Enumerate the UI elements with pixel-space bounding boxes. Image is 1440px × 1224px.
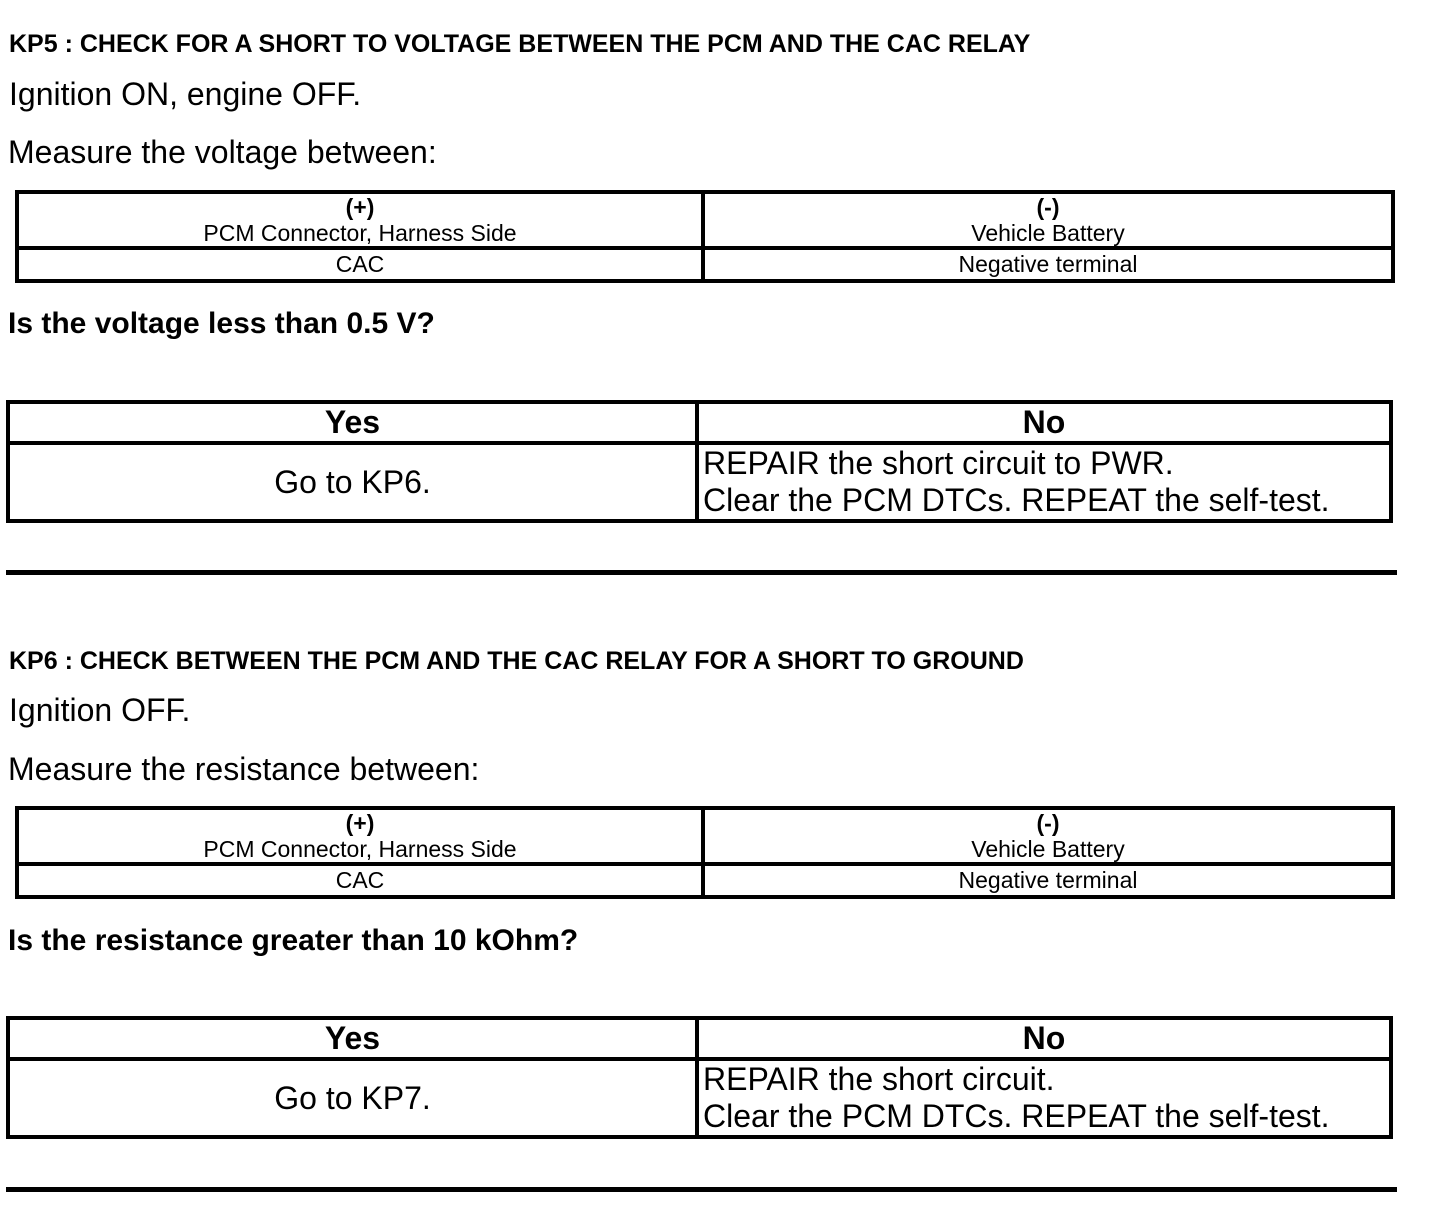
measurement-table [15,190,1395,283]
no-action [697,1059,1391,1137]
negative-lead-label: Vehicle Battery [971,220,1125,246]
condition-text: Ignition OFF. [9,692,191,728]
section-divider [6,1187,1397,1192]
question-text: Is the voltage less than 0.5 V? [8,307,435,340]
positive-lead-label: PCM Connector, Harness Side [203,836,517,862]
no-header: No [697,1018,1391,1059]
section-divider [6,570,1397,575]
instruction-text: Measure the resistance between: [8,751,480,787]
yes-action: Go to KP7. [8,1059,697,1137]
condition-text: Ignition ON, engine OFF. [9,76,362,112]
result-table [6,1016,1393,1139]
negative-lead-label: Vehicle Battery [971,836,1125,862]
yes-header: Yes [8,1018,697,1059]
negative-lead-value: Negative terminal [703,864,1393,897]
negative-lead-header [703,808,1393,864]
positive-lead-label: PCM Connector, Harness Side [203,220,517,246]
negative-lead-header [703,192,1393,248]
negative-symbol: (-) [1036,810,1060,836]
instruction-text: Measure the voltage between: [8,134,437,170]
no-action-line: Clear the PCM DTCs. REPEAT the self-test. [703,1098,1330,1134]
positive-lead-value: CAC [17,248,703,281]
measurement-table [15,806,1395,899]
no-action-line: REPAIR the short circuit to PWR. [703,445,1174,481]
result-table [6,400,1393,523]
question-text: Is the resistance greater than 10 kOhm? [8,924,579,957]
positive-lead-header [17,192,703,248]
positive-lead-header [17,808,703,864]
positive-symbol: (+) [345,194,375,220]
section-heading: KP6 : CHECK BETWEEN THE PCM AND THE CAC RELAY FOR A SHORT TO GROUND [9,647,1024,675]
section-heading: KP5 : CHECK FOR A SHORT TO VOLTAGE BETWEEN THE PCM AND THE CAC RELAY [9,30,1031,58]
negative-lead-value: Negative terminal [703,248,1393,281]
negative-symbol: (-) [1036,194,1060,220]
yes-action: Go to KP6. [8,443,697,521]
positive-lead-value: CAC [17,864,703,897]
no-action [697,443,1391,521]
no-action-line: REPAIR the short circuit. [703,1061,1055,1097]
no-header: No [697,402,1391,443]
positive-symbol: (+) [345,810,375,836]
no-action-line: Clear the PCM DTCs. REPEAT the self-test. [703,482,1330,518]
yes-header: Yes [8,402,697,443]
